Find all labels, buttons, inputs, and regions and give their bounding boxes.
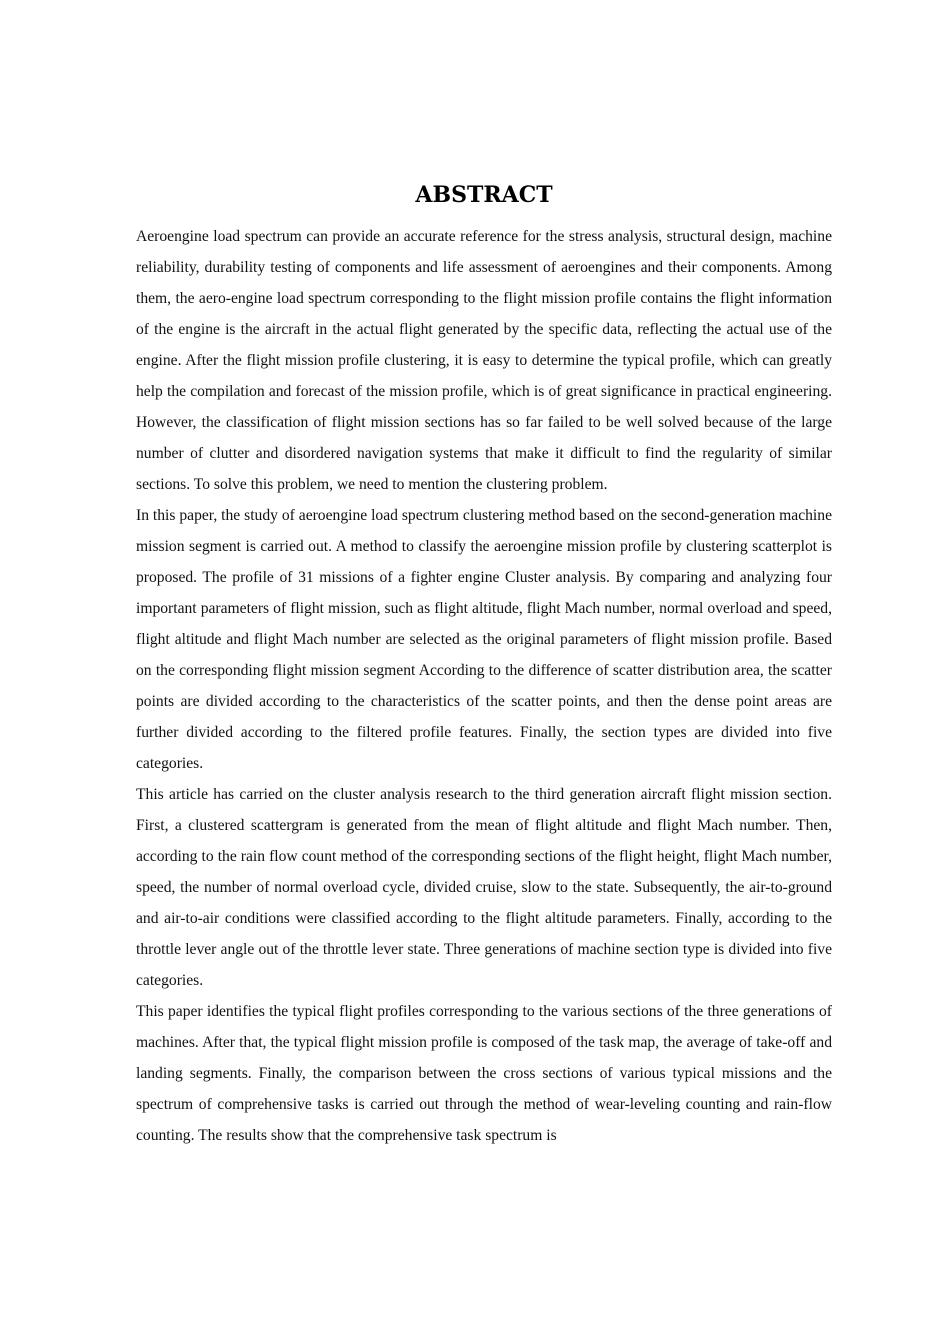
abstract-body [136, 221, 832, 1151]
abstract-paragraph-3: This article has carried on the cluster analysis research to the third generation aircraft flight mission section. First, a clustered scattergram is generated from the mean of flight altitude and flight Mach number. Then, according to the rain flow count method of the corresponding sections of the flight height, flight Mach number, speed, the number of normal overload cycle, divided cruise, slow to the state. Subsequently, the air-to-ground and air-to-air conditions were classified according to the flight altitude parameters. Finally, according to the throttle lever angle out of the throttle lever state. Three generations of machine section type is divided into five categories. [136, 786, 832, 989]
abstract-paragraph-1: Aeroengine load spectrum can provide an accurate reference for the stress analysis, structural design, machine reliability, durability testing of components and life assessment of aeroengines and their components. Among them, the aero-engine load spectrum corresponding to the flight mission profile contains the flight information of the engine is the aircraft in the actual flight generated by the specific data, reflecting the actual use of the engine. After the flight mission profile clustering, it is easy to determine the typical profile, which can greatly help the compilation and forecast of the mission profile, which is of great significance in practical engineering. However, the classification of flight mission sections has so far failed to be well solved because of the large number of clutter and disordered navigation systems that make it difficult to find the regularity of similar sections. To solve this problem, we need to mention the clustering problem. [136, 228, 832, 493]
abstract-paragraph-4: This paper identifies the typical flight profiles corresponding to the various sections of the three generations of machines. After that, the typical flight mission profile is composed of the task map, the average of take-off and landing segments. Finally, the comparison between the cross sections of various typical missions and the spectrum of comprehensive tasks is carried out through the method of wear-leveling counting and rain-flow counting. The results show that the comprehensive task spectrum is [136, 1003, 832, 1144]
abstract-paragraph-2: In this paper, the study of aeroengine load spectrum clustering method based on the second-generation machine mission segment is carried out. A method to classify the aeroengine mission profile by clustering scatterplot is proposed. The profile of 31 missions of a fighter engine Cluster analysis. By comparing and analyzing four important parameters of flight mission, such as flight altitude, flight Mach number, normal overload and speed, flight altitude and flight Mach number are selected as the original parameters of flight mission profile. Based on the corresponding flight mission segment According to the difference of scatter distribution area, the scatter points are divided according to the characteristics of the scatter points, and then the dense point areas are further divided according to the filtered profile features. Finally, the section types are divided into five categories. [136, 507, 832, 772]
abstract-title: ABSTRACT [415, 182, 553, 208]
